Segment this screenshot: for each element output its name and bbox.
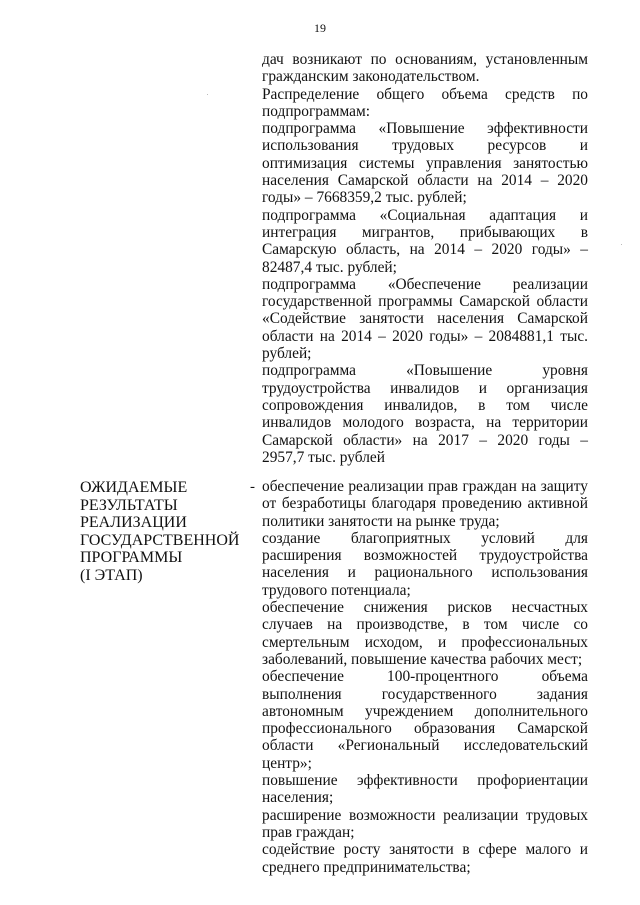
distribution-heading: Распределение общего объема средств по подпрограммам: (262, 85, 588, 120)
result-item: обеспечение 100-процентного объема выполнения государственного задания автономным учреждением дополнительного профессионального образования Самарской области «Региональный исследовательский центр»; (262, 668, 588, 772)
subprogram-item: подпрограмма «Повышение эффективности использования трудовых ресурсов и оптимизация системы управления занятостью населения Самарской области на 2014 – 2020 годы» – 7668359,2 тыс. рублей; (262, 120, 588, 207)
result-item: расширение возможности реализации трудовых прав граждан; (262, 806, 588, 841)
subprogram-item: подпрограмма «Обеспечение реализации государственной программы Самарской области «Содействие занятости населения Самарской области на 2014 – 2020 годы» – 2084881,1 тыс. рублей; (262, 275, 588, 363)
label-line: (I ЭТАП) (80, 566, 143, 584)
label-line: РЕЗУЛЬТАТЫ (80, 496, 178, 514)
result-item: повышение эффективности профориентации населения; (262, 772, 588, 807)
scan-speck (207, 94, 208, 95)
label-line: ГОСУДАРСТВЕННОЙ (80, 531, 240, 549)
label-line: ОЖИДАЕМЫЕ (80, 479, 188, 496)
label-line: РЕАЛИЗАЦИИ (80, 514, 187, 532)
result-item: создание благоприятных условий для расширения возможностей трудоустройства населения и рационального использования трудового потенциала; (262, 529, 588, 599)
result-item: обеспечение снижения рисков несчастных случаев на производстве, в том числе со смертельным исходом, и профессиональных заболеваний, повышение качества рабочих мест; (262, 599, 588, 668)
results-section-label (80, 479, 250, 585)
funding-intro: дач возникают по основаниям, установленным гражданским законодательством. (262, 51, 588, 86)
subprogram-item: подпрограмма «Социальная адаптация и интеграция мигрантов, прибывающих в Самарскую область, на 2014 – 2020 годы» – 82487,4 тыс. рублей; (262, 206, 588, 276)
funding-block (262, 51, 588, 466)
result-item: содействие росту занятости в сфере малого и среднего предпринимательства; (262, 841, 588, 876)
result-item: обеспечение реализации прав граждан на защиту от безработицы благодаря проведению активной политики занятости на рынке труда; (262, 478, 588, 530)
label-line: ПРОГРАММЫ (80, 549, 183, 567)
scan-speck (621, 244, 622, 245)
results-block (262, 478, 588, 876)
subprogram-item: подпрограмма «Повышение уровня трудоустройства инвалидов и организация сопровождения инвалидов, в том числе инвалидов молодого возраста, на территории Самарской области» на 2017 – 2020 годы – 2957,7 тыс. рублей (262, 362, 588, 466)
label-dash: - (250, 479, 255, 495)
page-number: 19 (314, 21, 326, 35)
